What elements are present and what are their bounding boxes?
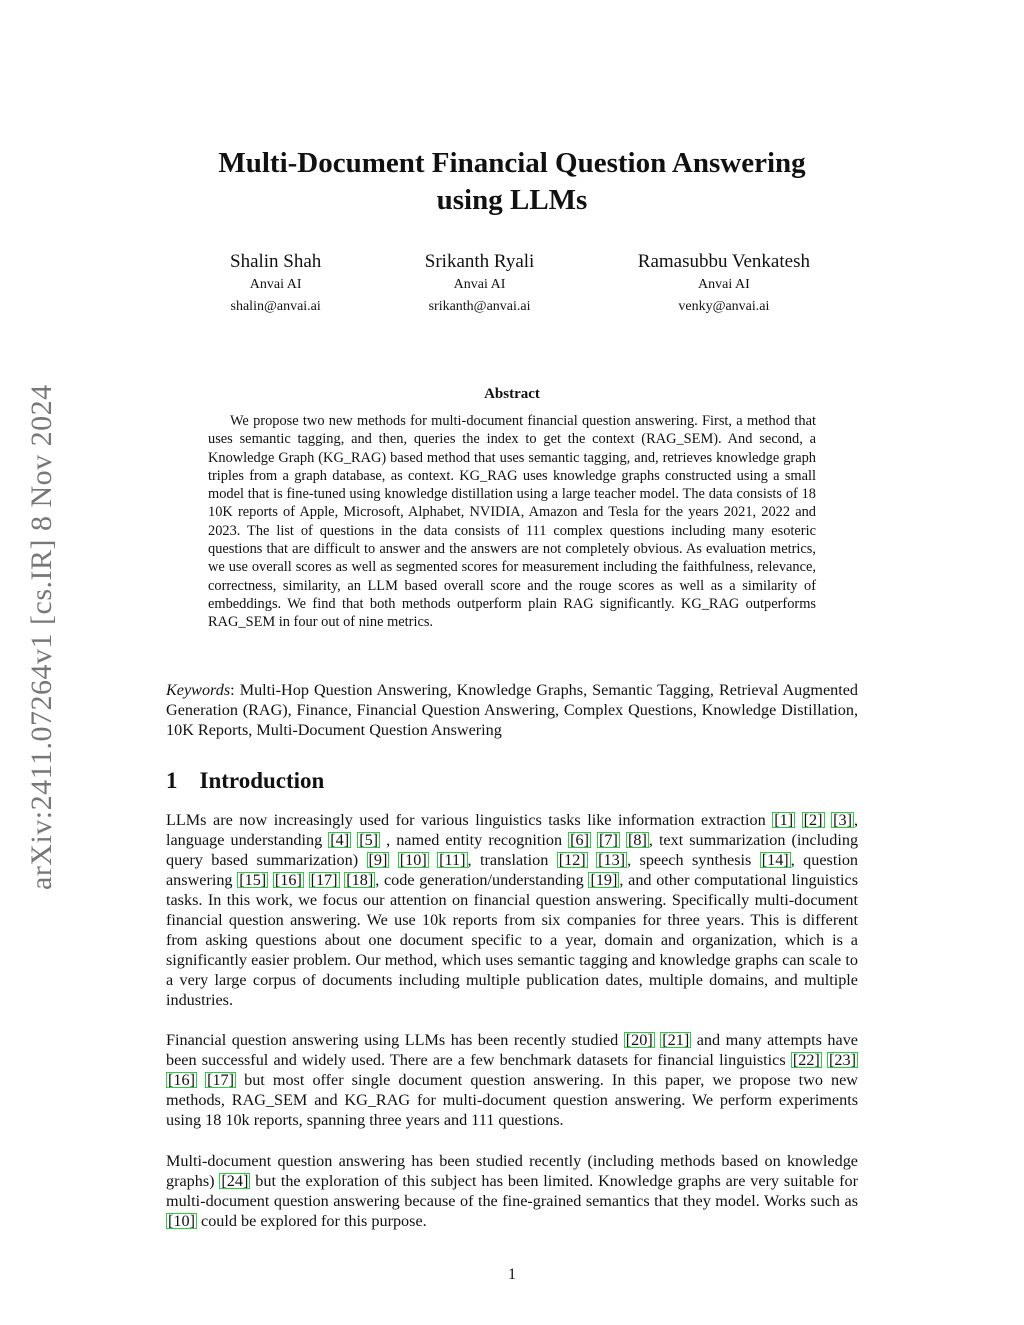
abstract-heading: Abstract bbox=[484, 386, 540, 402]
paragraph-text bbox=[429, 851, 437, 869]
author-email: shalin@anvai.ai bbox=[230, 299, 321, 314]
page-number: 1 bbox=[508, 1266, 516, 1283]
citation-link[interactable]: [23] bbox=[829, 1051, 856, 1069]
section-heading bbox=[166, 768, 324, 794]
paragraph-text: could be explored for this purpose. bbox=[196, 1212, 427, 1230]
citation-link[interactable]: [24] bbox=[221, 1172, 249, 1190]
title-line-2: using LLMs bbox=[436, 184, 588, 216]
author-affiliation: Anvai AI bbox=[698, 277, 750, 292]
paragraph-text: but the exploration of this subject has been limited. Knowledge graphs are very suitable for multi-document question answering because of the fine-grained semantics that they model. Works such as bbox=[166, 1172, 858, 1210]
author-name: Ramasubbu Venkatesh bbox=[637, 251, 810, 272]
paragraph-text: LLMs are now increasingly used for various linguistics tasks like information extraction bbox=[166, 811, 773, 829]
title-line-1: Multi-Document Financial Question Answering bbox=[218, 147, 806, 179]
paragraph-text bbox=[389, 851, 397, 869]
citation-link[interactable]: [12] bbox=[558, 851, 586, 869]
author-name: Srikanth Ryali bbox=[424, 251, 535, 272]
citation-link[interactable]: [8] bbox=[627, 831, 647, 849]
author-affiliation: Anvai AI bbox=[249, 277, 302, 292]
author-name: Shalin Shah bbox=[230, 251, 322, 272]
citation-link[interactable]: [3] bbox=[833, 811, 852, 829]
paragraph-text: , code generation/understanding bbox=[375, 871, 589, 889]
keywords-label: Keywords bbox=[166, 681, 231, 699]
citation-link[interactable]: [19] bbox=[590, 871, 618, 889]
paper-title bbox=[166, 145, 858, 219]
citation-link[interactable]: [14] bbox=[761, 851, 789, 869]
section-title: Introduction bbox=[199, 768, 325, 793]
intro-paragraph-2 bbox=[166, 1030, 858, 1130]
paragraph-text: but most offer single document question answering. In this paper, we propose two new methods, RAG_SEM and KG_RAG for multi-document question answering. We perform experiments using 18 10k reports, spanning three years and 111 questions. bbox=[166, 1071, 859, 1129]
citation-link[interactable]: [7] bbox=[599, 831, 618, 849]
paragraph-text: , translation bbox=[467, 851, 557, 869]
author-email: venky@anvai.ai bbox=[678, 299, 770, 314]
citation-link[interactable]: [10] bbox=[168, 1212, 195, 1230]
arxiv-identifier: arXiv:2411.07264v1 [cs.IR] 8 Nov 2024 bbox=[25, 384, 58, 890]
citation-link[interactable]: [22] bbox=[792, 1051, 820, 1069]
paragraph-text: and many attempts have been successful and widely used. There are a few benchmark datasets for financial linguistics bbox=[166, 1031, 858, 1069]
abstract-text: We propose two new methods for multi-document financial question answering. First, a method that uses semantic tagging, and then, queries the index to get the context (RAG_SEM). And second, a Knowledge Graph (KG_RAG) based method that uses semantic tagging, and, retrieves knowledge graph triples from a graph database, as context. KG_RAG uses knowledge graphs constructed using a small model that is fine-tuned using knowledge distillation using a large teacher model. The data consists of 18 10K reports of Apple, Microsoft, Alphabet, NVIDIA, Amazon and Tesla for the years 2021, 2022 and 2023. The list of questions in the data consists of 111 complex questions including many esoteric questions that are difficult to answer and the answers are not completely obvious. As evaluation metrics, we use overall scores as well as segmented scores for measurement including the faithfulness, relevance, correctness, similarity, an LLM based overall score and the rouge scores as well as a similarity of embeddings. We find that both methods outperform plain RAG significantly. KG_RAG outperforms RAG_SEM in four out of nine metrics. bbox=[208, 413, 816, 631]
paragraph-text: Financial question answering using LLMs has been recently studied bbox=[166, 1031, 624, 1049]
citation-link[interactable]: [13] bbox=[598, 851, 626, 869]
citation-link[interactable]: [11] bbox=[439, 851, 466, 869]
citation-link[interactable]: [5] bbox=[359, 831, 379, 849]
author-3 bbox=[638, 250, 810, 318]
citation-link[interactable]: [9] bbox=[368, 851, 388, 869]
paragraph-text: , speech synthesis bbox=[627, 851, 760, 869]
author-list bbox=[230, 250, 810, 318]
citation-link[interactable]: [2] bbox=[803, 811, 823, 829]
paragraph-text bbox=[588, 851, 596, 869]
author-affiliation: Anvai AI bbox=[453, 277, 506, 292]
section-number: 1 bbox=[166, 768, 178, 793]
citation-link[interactable]: [10] bbox=[399, 851, 427, 869]
citation-link[interactable]: [16] bbox=[274, 871, 302, 889]
intro-paragraph-1 bbox=[166, 810, 858, 1010]
intro-paragraph-3 bbox=[166, 1151, 858, 1231]
citation-link[interactable]: [16] bbox=[168, 1071, 195, 1089]
author-1 bbox=[230, 250, 321, 318]
keywords-text: Multi-Hop Question Answering, Knowledge Graphs, Semantic Tagging, Retrieval Augmented Generation (RAG), Finance, Financial Question Answering, Complex Questions, Knowledge Distillation, 10K Reports, Multi-Document Question Answering bbox=[166, 681, 858, 739]
paragraph-text bbox=[197, 1071, 205, 1089]
paragraph-text: , language understanding bbox=[166, 811, 859, 849]
citation-link[interactable]: [17] bbox=[207, 1071, 235, 1089]
citation-link[interactable]: [20] bbox=[625, 1031, 653, 1049]
citation-link[interactable]: [1] bbox=[774, 811, 794, 829]
citation-link[interactable]: [18] bbox=[346, 871, 374, 889]
paragraph-text: , and other computational linguistics tasks. In this work, we focus our attention on financial question answering. Specifically multi-document financial question answering. We use 10k reports from six companies for three years. This is different from asking questions about one document specific to a year, domain and organization, which is a significantly easier problem. Our method, which uses semantic tagging and knowledge graphs can scale to a very large corpus of documents including multiple publication dates, multiple domains, and multiple industries. bbox=[166, 871, 859, 1009]
citation-link[interactable]: [6] bbox=[570, 831, 589, 849]
citation-link[interactable]: [21] bbox=[662, 1031, 690, 1049]
paragraph-text: , question answering bbox=[166, 851, 859, 889]
author-2 bbox=[425, 250, 535, 318]
citation-link[interactable]: [15] bbox=[239, 871, 267, 889]
author-email: srikanth@anvai.ai bbox=[428, 299, 531, 314]
keywords: Keywords: Multi-Hop Question Answering, Knowledge Graphs, Semantic Tagging, Retrieval Augmented Generation (RAG), Finance, Financial Question Answering, Complex Questions, Knowledge Distillation, 10K Reports, Multi-Document Question Answering bbox=[166, 681, 858, 739]
paragraph-text: , text summarization (including query based summarization) bbox=[166, 831, 859, 869]
citation-link[interactable]: [17] bbox=[310, 871, 338, 889]
citation-link[interactable]: [4] bbox=[330, 831, 350, 849]
paragraph-text: Multi-document question answering has been studied recently (including methods based on knowledge graphs) bbox=[166, 1152, 858, 1190]
paragraph-text: , named entity recognition bbox=[380, 831, 569, 849]
